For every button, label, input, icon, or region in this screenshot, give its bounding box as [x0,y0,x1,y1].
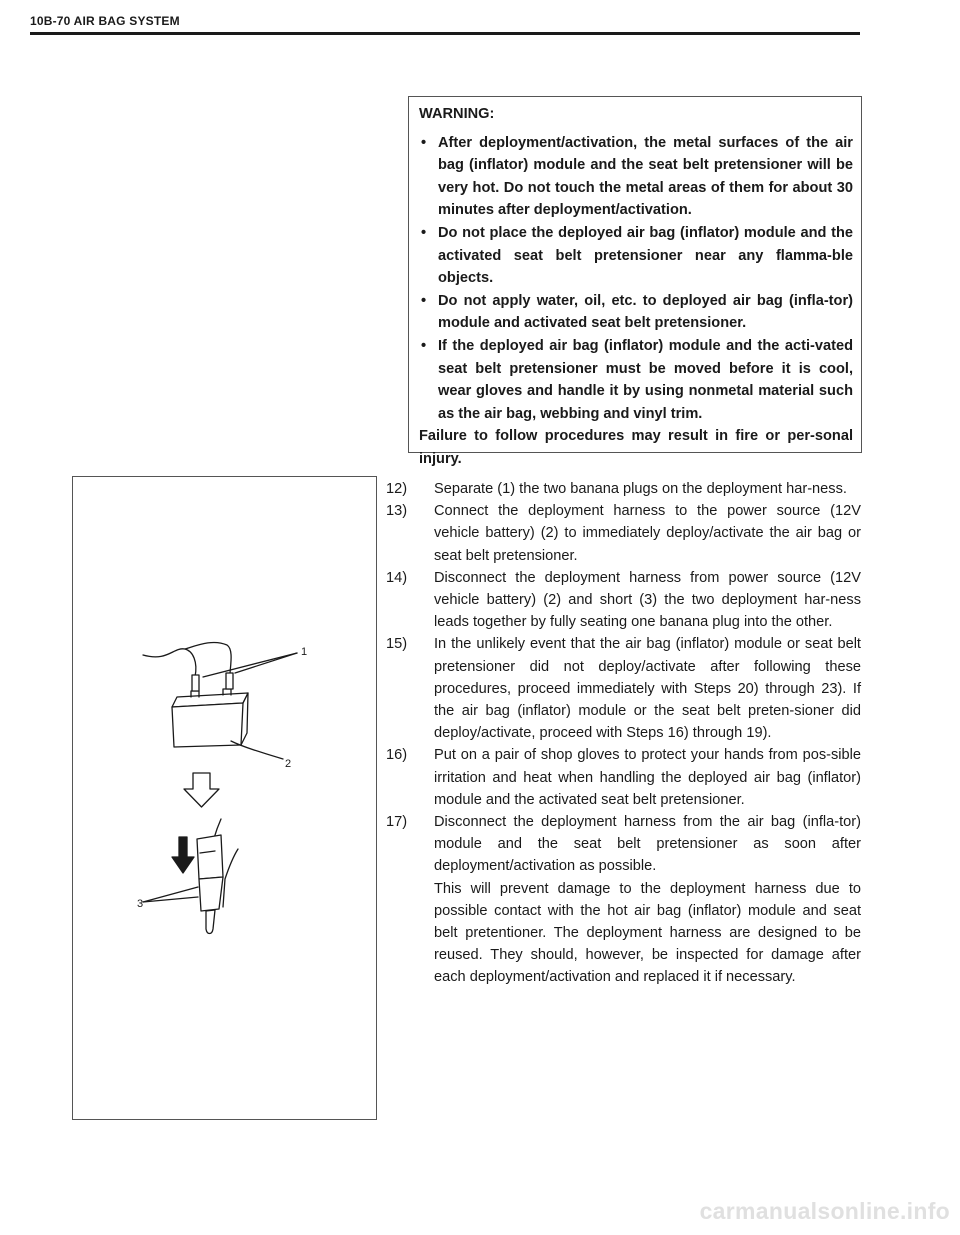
warning-item-text: Do not place the deployed air bag (inflator) module and the activated seat belt pretensioner near any flamma-ble objects. [438,224,853,287]
step-item [386,633,861,744]
warning-item-text: After deployment/activation, the metal surfaces of the air bag (inflator) module and the seat belt pretensioner will be very hot. Do not touch the metal areas of them for about 30 minutes after deployment/activation. [438,134,853,219]
warning-item-text: Do not apply water, oil, etc. to deployed air bag (infla-tor) module and activated seat belt pretensioner. [438,292,853,332]
step-text: Separate (1) the two banana plugs on the deployment har-ness. [434,481,847,497]
step-number: 12) [386,481,408,497]
deployment-harness-icon [143,642,233,691]
step-number: 15) [386,636,408,653]
step-item [386,567,861,634]
warning-footer: Failure to follow procedures may result in fire or per-sonal injury. [419,428,853,467]
step-text: Disconnect the deployment harness from the air bag (infla-tor) module and the seat belt pretensioner as soon after deployment/activation as possible. [434,814,861,875]
step-item [386,500,861,567]
callout-3: 3 [137,898,144,910]
battery-icon [172,689,248,747]
procedure-steps [386,478,861,989]
step-number: 17) [386,814,408,831]
warning-item [419,222,853,290]
bullet-icon: • [421,337,427,354]
warning-title: WARNING: [419,106,495,122]
down-arrow-icon [184,773,219,807]
step-note: This will prevent damage to the deployment harness due to possible contact with the hot air bag (inflator) module and seat belt pretentioner. The deployment harness are designed to be reused. They should, however, be inspected for damage after each deployment/activation and replaced it if necessary. [434,880,861,986]
warning-item [419,132,853,222]
callout-2: 2 [285,758,292,770]
warning-item [419,335,853,425]
warning-box [408,96,862,467]
callout-1: 1 [301,646,308,658]
step-number: 14) [386,569,408,586]
bullet-icon: • [421,224,427,241]
watermark: carmanualsonline.info [699,1198,950,1224]
step-text: Disconnect the deployment harness from power source (12V vehicle battery) (2) and short (3) the two deployment har-ness leads together by fully seating one banana plug into the other. [434,569,861,631]
step-number: 13) [386,503,408,520]
step-item [386,744,861,811]
warning-item [419,290,853,335]
banana-plug-icon [197,819,238,934]
bullet-icon: • [421,134,427,151]
step-item [386,478,861,500]
figure-box [72,476,377,1120]
page-header: 10B-70 AIR BAG SYSTEM [30,14,180,28]
step-text: Put on a pair of shop gloves to protect your hands from pos-sible irritation and heat when handling the deployed air bag (inflator) module and the activated seat belt pretensioner. [434,747,861,808]
step-item [386,811,861,878]
header-rule [30,32,860,35]
step-number: 16) [386,747,408,764]
insert-arrow-icon [172,837,194,873]
step-text: Connect the deployment harness to the power source (12V vehicle battery) (2) to immediately deploy/activate the air bag or seat belt pretensioner. [434,503,861,564]
step-text: In the unlikely event that the air bag (inflator) module or seat belt pretensioner did not deploy/activate after following these procedures, proceed immediately with Steps 20) through 23). If the air bag (inflator) module or the seat belt preten-sioner did deploy/activate, proceed with Steps 16) through 19). [434,636,861,742]
deployment-illustration [73,477,378,1121]
warning-item-text: If the deployed air bag (inflator) module and the acti-vated seat belt pretensioner must be moved before it is cool, wear gloves and handle it by using nonmetal material such as the air bag, webbing and vinyl trim. [438,337,853,422]
bullet-icon: • [421,292,427,309]
